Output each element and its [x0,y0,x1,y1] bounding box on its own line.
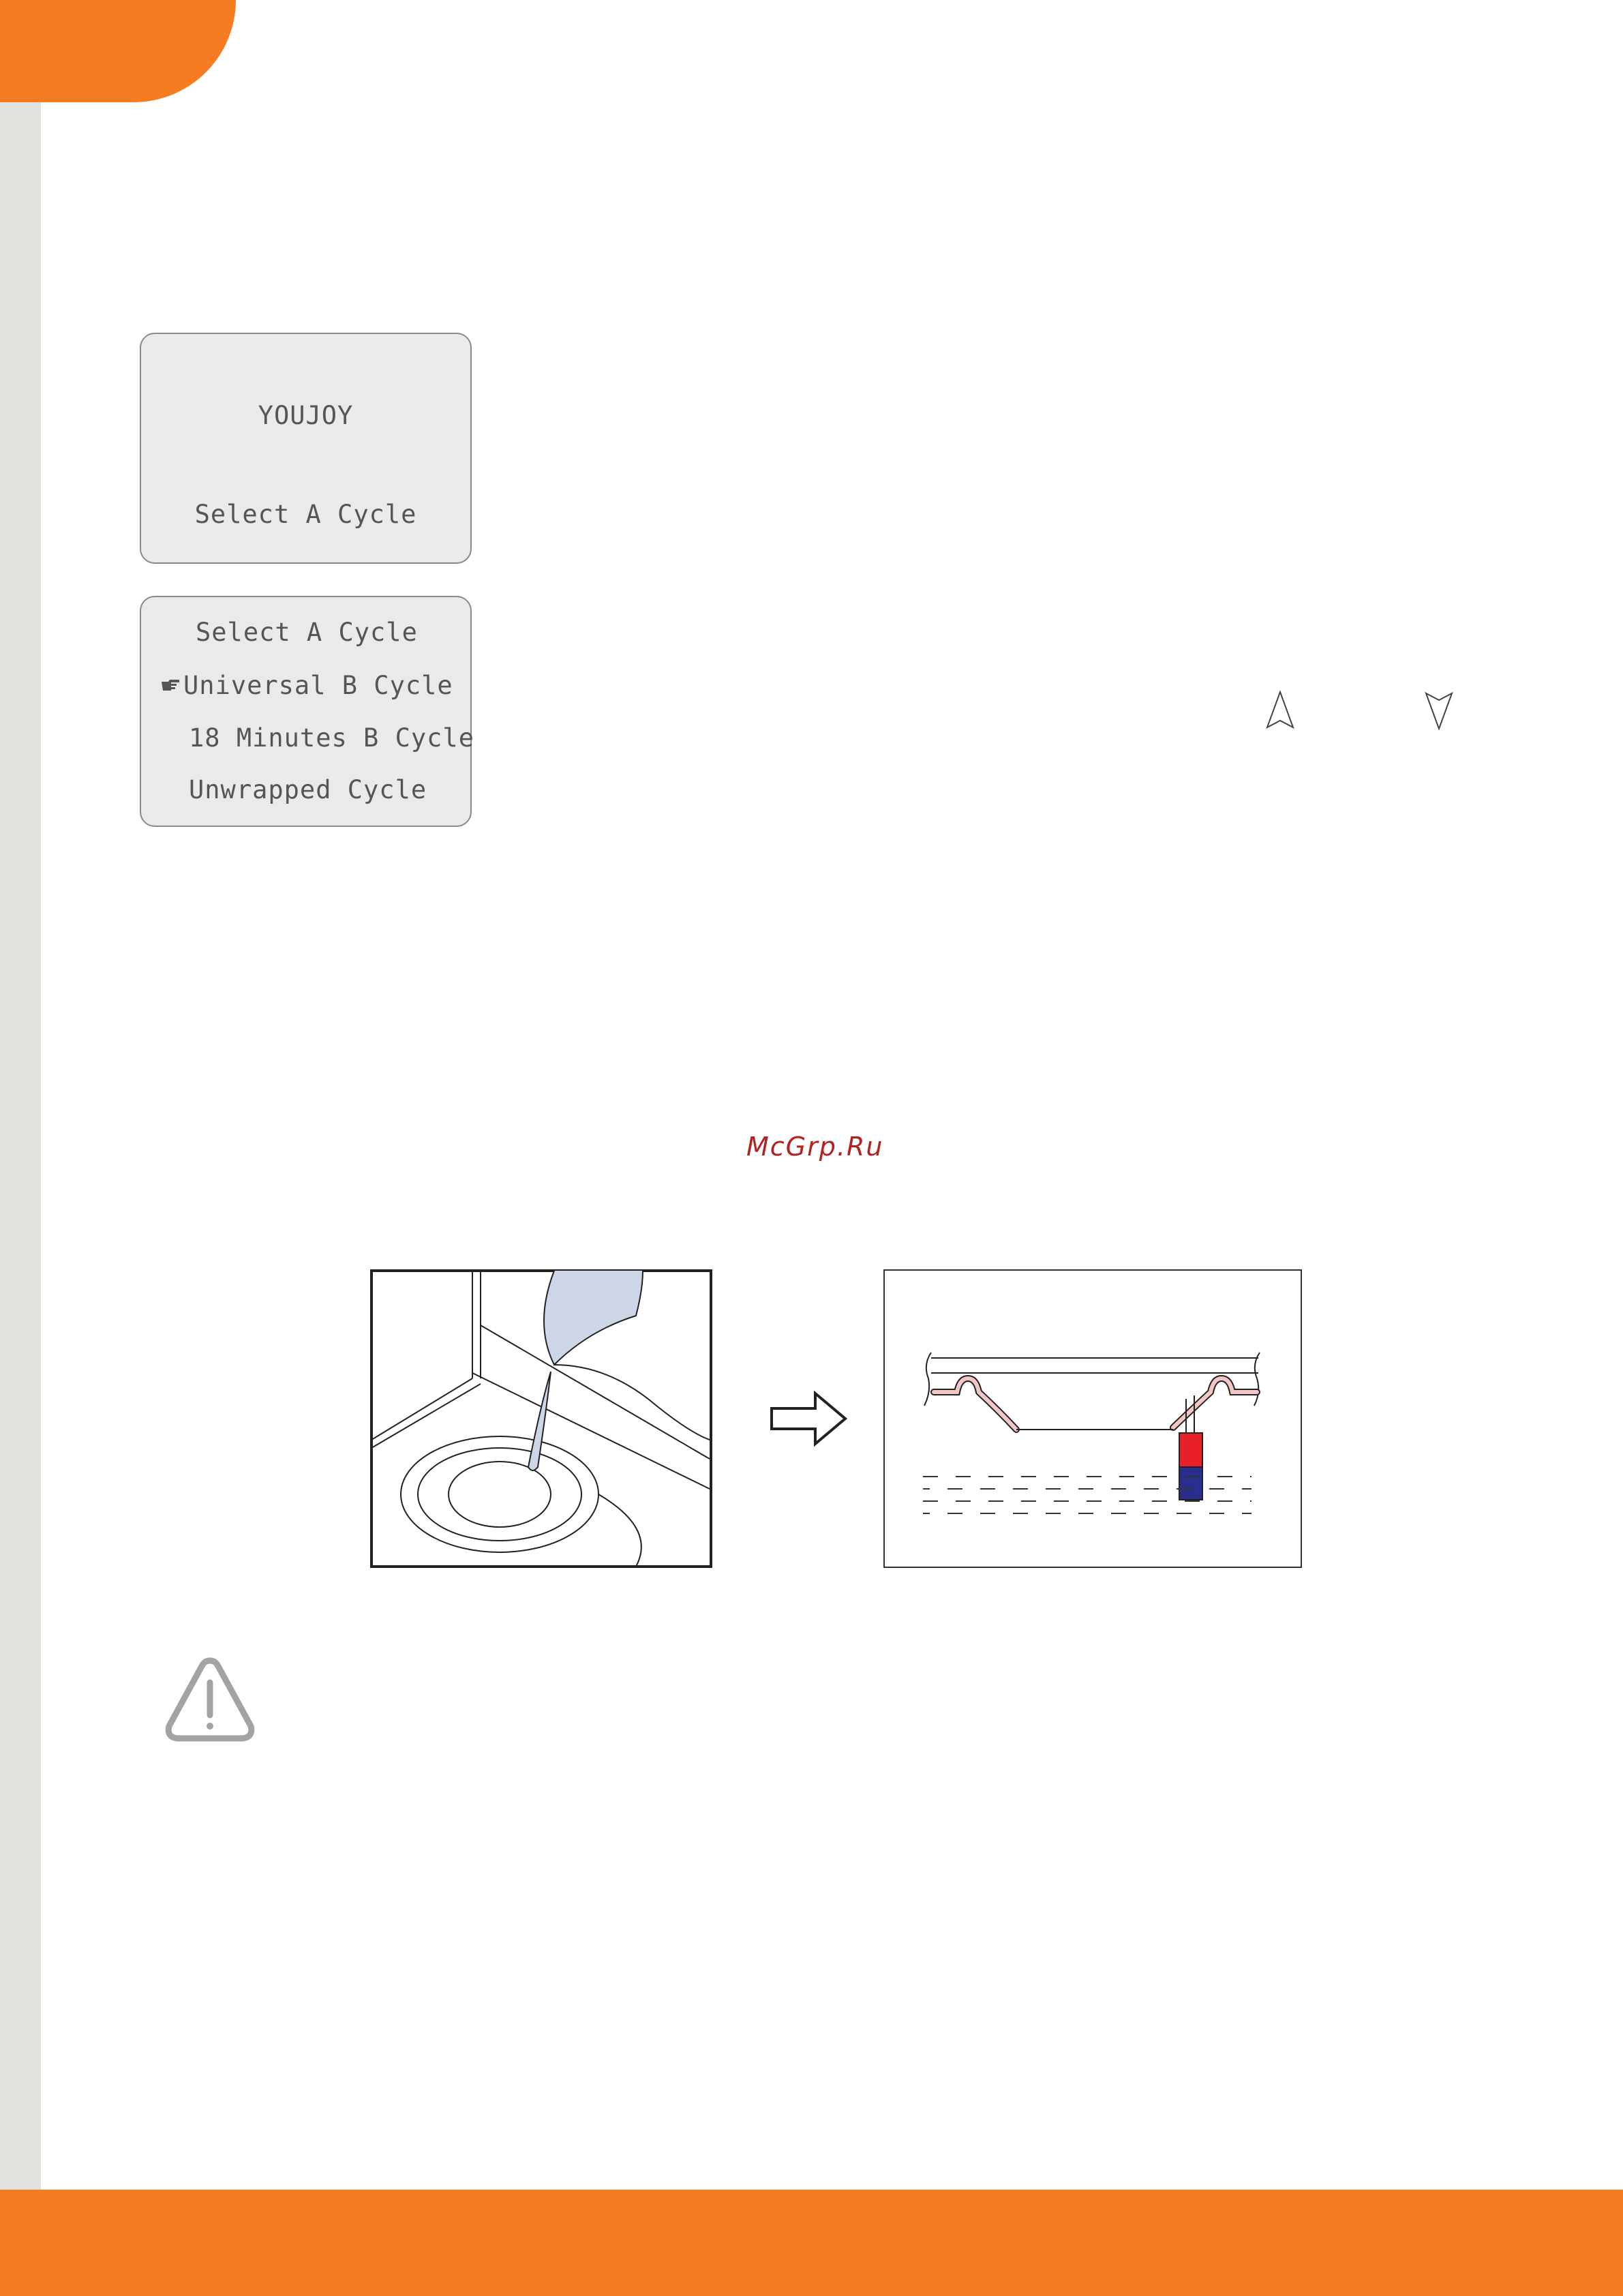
lcd-prompt: Select A Cycle [194,500,417,529]
corner-tab [0,0,236,102]
hand-pointer-icon [160,671,183,700]
lcd-menu-screen [140,596,472,827]
float-sensor-illustration [883,1269,1302,1568]
lcd-startup-screen [140,333,472,564]
lcd-menu-item: 18 Minutes B Cycle [189,723,474,753]
right-arrow-icon [770,1391,848,1447]
watermark-text: McGrp.Ru [746,1132,884,1162]
lcd-menu-title: Select A Cycle [196,618,418,647]
lcd-menu-item-selected [160,671,453,700]
water-fill-illustration [370,1269,712,1568]
lcd-menu-item: Unwrapped Cycle [189,775,427,804]
left-margin-strip [0,0,41,2190]
warning-triangle-icon [164,1655,256,1744]
down-arrow-icon [1423,691,1455,733]
up-arrow-icon [1264,691,1296,733]
lcd-menu-item-label: Universal B Cycle [183,671,453,700]
lcd-brand: YOUJOY [258,401,354,430]
footer-bar [0,2190,1623,2296]
